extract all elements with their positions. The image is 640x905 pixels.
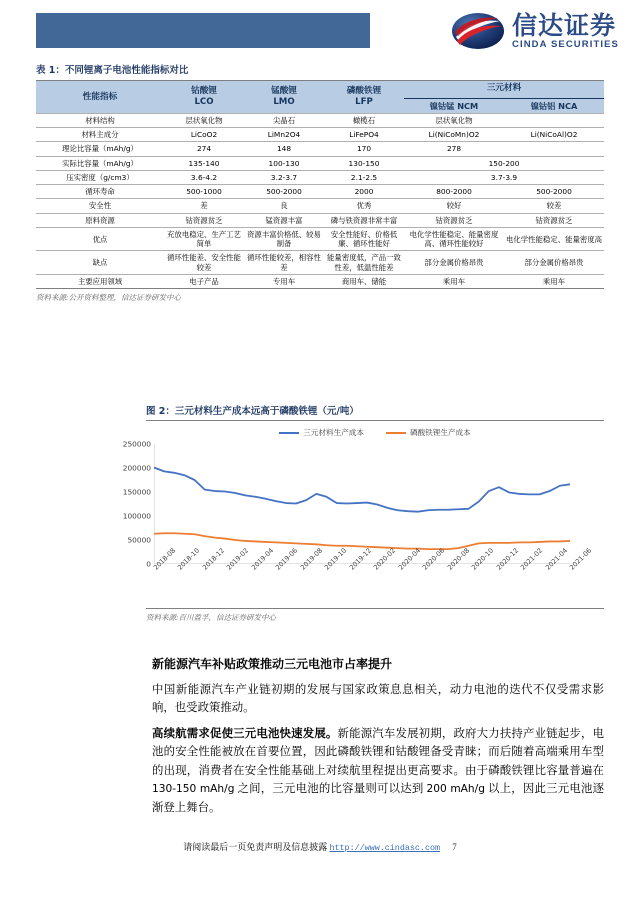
x-axis-tick: 2021-04	[543, 546, 569, 572]
table-cell: 电化学性能稳定、能量密度高	[504, 227, 604, 251]
table-cell: 锰资源丰富	[244, 213, 324, 227]
th-lmo	[244, 81, 324, 114]
th-lmo-cn: 锰酸锂	[271, 86, 297, 97]
legend-item-ternary	[279, 427, 364, 438]
table-cell: Li(NiCoMn)O2	[404, 128, 504, 142]
table-cell: 充放电稳定、生产工艺简单	[164, 227, 244, 251]
table-cell: 循环性能较差，相容性差	[244, 251, 324, 275]
y-axis-tick: 200000	[122, 463, 151, 473]
x-axis-tick: 2018-08	[152, 546, 178, 572]
table-row	[36, 142, 604, 156]
x-axis-tick: 2019-08	[298, 546, 324, 572]
chart-series-0	[154, 468, 570, 512]
table-cell: 缺点	[36, 251, 164, 275]
footer-url-link[interactable]: http://www.cindasc.com	[329, 843, 441, 853]
th-nca: 镍钴铝 NCA	[504, 98, 604, 113]
th-metric: 性能指标	[36, 81, 164, 114]
table-cell: 理论比容量（mAh/g）	[36, 142, 164, 156]
x-axis-tick: 2021-06	[568, 546, 594, 572]
table-row	[36, 128, 604, 142]
table-cell: 3.6-4.2	[164, 170, 244, 184]
x-axis-tick: 2020-12	[494, 546, 520, 572]
table-cell: 压实密度（g/cm3）	[36, 170, 164, 184]
table-row	[36, 227, 604, 251]
table-cell: 主要应用领域	[36, 274, 164, 288]
table-cell: 原料资源	[36, 213, 164, 227]
table-row	[36, 251, 604, 275]
x-axis-tick: 2021-02	[519, 546, 545, 572]
company-logo	[450, 8, 635, 54]
table-row	[36, 185, 604, 199]
table-cell: 2.1-2.5	[324, 170, 404, 184]
table-cell: 钴资源贫乏	[164, 213, 244, 227]
th-ncm: 镍钴锰 NCM	[404, 98, 504, 113]
th-lco-cn: 钴酸锂	[191, 86, 217, 97]
table-cell: 尖晶石	[244, 113, 324, 127]
table-cell: 能量密度低，产品一致性差，低温性能差	[324, 251, 404, 275]
table-cell: 优点	[36, 227, 164, 251]
th-lco-en: LCO	[194, 96, 214, 107]
table-cell: 部分金属价格昂贵	[404, 251, 504, 275]
table-cell: 专用车	[244, 274, 324, 288]
table-cell: 循环性能差、安全性能较差	[164, 251, 244, 275]
table-row	[36, 113, 604, 127]
x-axis-tick: 2019-04	[249, 546, 276, 572]
table-cell: 磷与铁资源非常丰富	[324, 213, 404, 227]
th-lfp-cn: 磷酸铁锂	[346, 86, 382, 97]
table-cell: 安全性能好、价格低廉、循环性能好	[324, 227, 404, 251]
x-axis-tick: 2019-02	[225, 546, 251, 572]
logo-mark-icon	[450, 10, 506, 52]
table-head	[36, 81, 604, 114]
paragraph-2-a: 新能源汽车发展初期，政府大力扶持产业链起步，电池的安全性能被放在首要位置，因此磷酸铁锂和钴酸锂备受青睐；而后随着高端乘用车型的出现，消费者在安全性能基础上对续航里程提出更高要求。由于磷酸铁锂比容量普遍在	[152, 727, 604, 777]
table-row	[36, 156, 604, 170]
table-cell: 148	[244, 142, 324, 156]
table-cell: 安全性	[36, 199, 164, 213]
paragraph-2-c: 以上，因此三元电池逐渐登上舞台。	[152, 783, 604, 814]
table-cell: 3.2-3.7	[244, 170, 324, 184]
page-footer	[0, 840, 640, 853]
y-axis-tick: 150000	[122, 487, 151, 497]
x-axis-tick: 2020-06	[421, 546, 447, 572]
th-lmo-en: LMO	[273, 96, 295, 107]
table-row	[36, 170, 604, 184]
table-cell: 3.7-3.9	[404, 170, 604, 184]
th-ternary: 三元材料	[404, 81, 604, 99]
table-cell: 2000	[324, 185, 404, 199]
table-cell: 钴资源贫乏	[504, 213, 604, 227]
chart-legend	[146, 427, 604, 438]
table-cell: 500-2000	[244, 185, 324, 199]
table-cell: 500-2000	[504, 185, 604, 199]
table-row	[36, 213, 604, 227]
th-lco	[164, 81, 244, 114]
figure-section	[122, 403, 604, 623]
table-cell: 优秀	[324, 199, 404, 213]
table-cell: 130-150	[324, 156, 404, 170]
table-cell: 800-2000	[404, 185, 504, 199]
table-cell: 商用车、储能	[324, 274, 404, 288]
legend-swatch-lfp	[386, 432, 406, 435]
x-axis-tick: 2018-12	[200, 546, 227, 572]
x-axis-tick: 2020-08	[445, 546, 471, 572]
figure-frame	[122, 420, 604, 623]
battery-comparison-table	[36, 80, 604, 289]
table-cell: Li(NiCoAl)O2	[504, 128, 604, 142]
table-row	[36, 199, 604, 213]
article-body	[152, 655, 604, 824]
y-axis-tick: 0	[146, 559, 151, 569]
figure-caption: 图 2：三元材料生产成本远高于磷酸铁锂（元/吨）	[146, 406, 359, 417]
table-cell: 274	[164, 142, 244, 156]
table-cell: LiCoO2	[164, 128, 244, 142]
chart-series-1	[154, 533, 570, 549]
x-axis-tick: 2018-10	[176, 546, 202, 572]
paragraph-2	[152, 725, 604, 817]
figure-source: 资料来源:百川盈孚，信达证券研发中心	[146, 608, 604, 623]
x-axis-tick: 2019-10	[323, 546, 349, 572]
y-axis-tick: 50000	[127, 535, 151, 545]
table-cell: 部分金属价格昂贵	[504, 251, 604, 275]
table-cell: 135-140	[164, 156, 244, 170]
y-axis-tick: 250000	[122, 439, 151, 449]
table-cell: 乘用车	[504, 274, 604, 288]
logo-text-en: CINDA SECURITIES	[512, 38, 619, 50]
table-cell	[504, 113, 604, 127]
spec-capacity-ternary: 200 mAh/g	[426, 783, 485, 796]
x-axis-tick: 2019-12	[347, 546, 373, 572]
table-cell: 钴资源贫乏	[404, 213, 504, 227]
table-cell	[504, 142, 604, 156]
table-cell: LiMn2O4	[244, 128, 324, 142]
paragraph-2-b: 之间，三元电池的比容量则可以达到	[234, 783, 427, 796]
page-header	[0, 0, 640, 62]
table-cell: 较差	[504, 199, 604, 213]
page-number: 7	[452, 842, 457, 852]
legend-swatch-ternary	[279, 432, 299, 435]
table-caption: 表 1：不同锂离子电池性能指标对比	[36, 65, 189, 76]
table-cell: 较好	[404, 199, 504, 213]
table-cell: 良	[244, 199, 324, 213]
cost-line-chart	[122, 439, 594, 572]
table-cell: 500-1000	[164, 185, 244, 199]
table-cell: 150-200	[404, 156, 604, 170]
table-cell: 电子产品	[164, 274, 244, 288]
table-cell: 乘用车	[404, 274, 504, 288]
x-axis-tick: 2020-04	[396, 546, 422, 572]
table-cell: 电化学性能稳定、能量密度高、循环性能较好	[404, 227, 504, 251]
spec-capacity-lfp: 130-150 mAh/g	[152, 783, 235, 796]
legend-item-lfp	[386, 427, 471, 438]
table-section	[36, 62, 604, 303]
table-cell: 材料主成分	[36, 128, 164, 142]
table-source: 资料来源:公开资料整理，信达证券研发中心	[36, 293, 181, 303]
legend-label-lfp: 磷酸铁锂生产成本	[410, 428, 471, 437]
x-axis-tick: 2020-10	[470, 546, 496, 572]
section-heading: 新能源汽车补贴政策推动三元电池市占率提升	[152, 657, 393, 671]
table-cell: 层状氧化物	[404, 113, 504, 127]
table-cell: LiFePO4	[324, 128, 404, 142]
table-cell: 层状氧化物	[164, 113, 244, 127]
table-cell: 橄榄石	[324, 113, 404, 127]
table-cell: 170	[324, 142, 404, 156]
table-cell: 循环寿命	[36, 185, 164, 199]
table-cell: 100-130	[244, 156, 324, 170]
table-cell: 材料结构	[36, 113, 164, 127]
table-cell: 实际比容量（mAh/g）	[36, 156, 164, 170]
paragraph-1: 中国新能源汽车产业链初期的发展与国家政策息息相关，动力电池的迭代不仅受需求影响，也受政策推动。	[152, 684, 604, 715]
table-cell: 资源丰富价格低、较易制备	[244, 227, 324, 251]
x-axis-tick: 2019-06	[274, 546, 300, 572]
table-header-row-1	[36, 81, 604, 99]
table-cell: 278	[404, 142, 504, 156]
header-blue-bar	[36, 13, 370, 48]
y-axis-tick: 100000	[122, 511, 151, 521]
th-lfp	[324, 81, 404, 114]
paragraph-2-lead: 高续航需求促使三元电池快速发展。	[152, 727, 338, 740]
table-row	[36, 274, 604, 288]
legend-label-ternary: 三元材料生产成本	[303, 428, 364, 437]
footer-disclaimer: 请阅读最后一页免责声明及信息披露	[183, 842, 328, 852]
th-lfp-en: LFP	[355, 96, 373, 107]
table-body	[36, 113, 604, 288]
logo-text-cn: 信达证券	[512, 10, 617, 40]
x-axis-tick: 2020-02	[372, 546, 398, 572]
table-cell: 差	[164, 199, 244, 213]
